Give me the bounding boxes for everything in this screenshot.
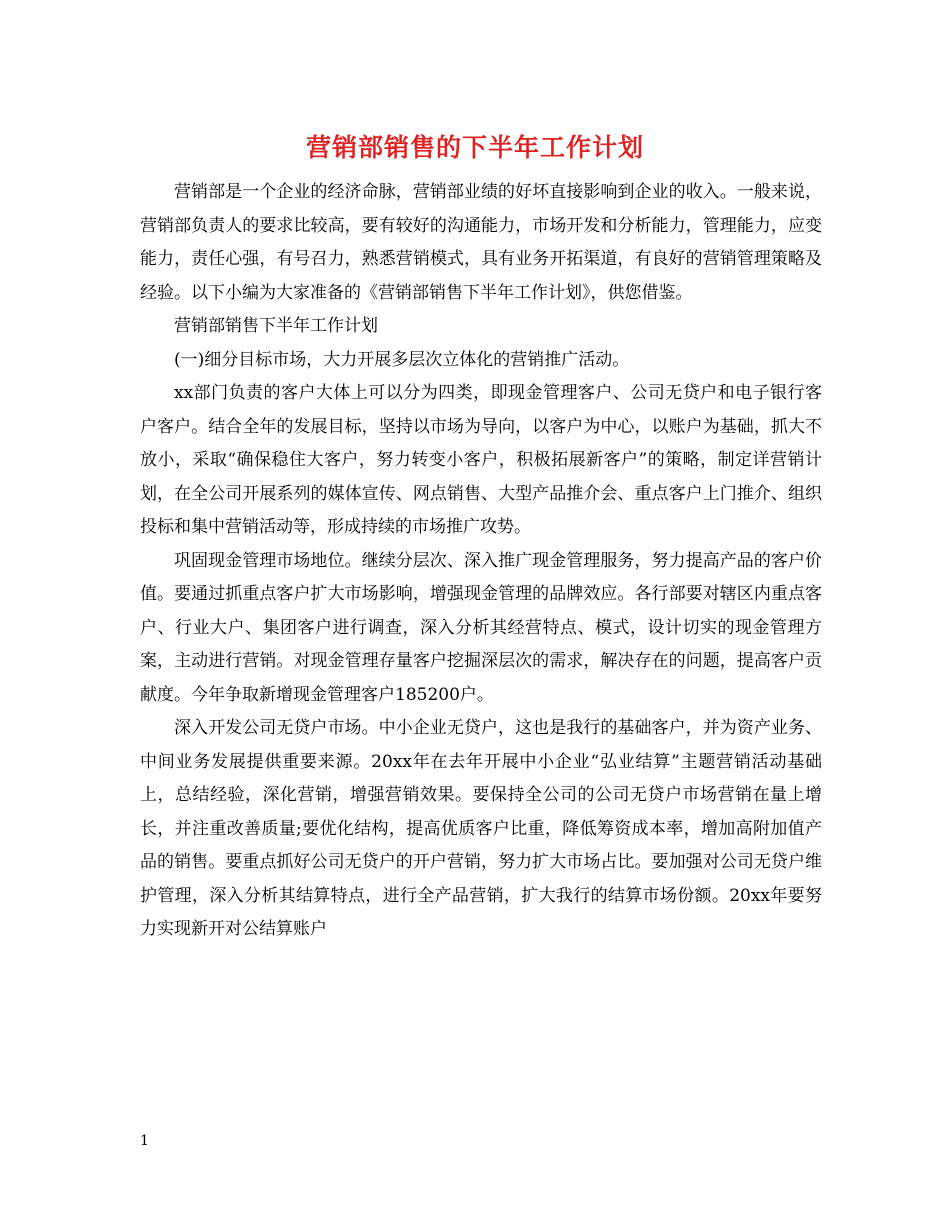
paragraph-no-loan-clients: 深入开发公司无贷户市场。中小企业无贷户，这也是我行的基础客户，并为资产业务、中间业务发展提供重要来源。20xx年在去年开展中小企业“弘业结算”主题营销活动基础上，总结经验，深化营销，增强营销效果。要保持全公司的公司无贷户市场营销在量上增长，并注重改善质量;要优化结构，提高优质客户比重，降低筹资成本率，增加高附加值产品的销售。要重点抓好公司无贷户的开户营销，努力扩大市场占比。要加强对公司无贷户维护管理，深入分析其结算特点，进行全产品营销，扩大我行的结算市场份额。20xx年要努力实现新开对公结算账户 <box>140 718 822 939</box>
paragraph-cash-management: 巩固现金管理市场地位。继续分层次、深入推广现金管理服务，努力提高产品的客户价值。要通过抓重点客户扩大市场影响，增强现金管理的品牌效应。各行部要对辖区内重点客户、行业大户、集团客户进行调查，深入分析其经营特点、模式，设计切实的现金管理方案，主动进行营销。对现金管理存量客户挖掘深层次的需求，解决存在的问题，提高客户贡献度。今年争取新增现金管理客户185200户。 <box>140 550 822 705</box>
paragraph-subtitle: 营销部销售下半年工作计划 <box>174 316 378 336</box>
document-title: 营销部销售的下半年工作计划 <box>305 133 644 162</box>
paragraph-customers: xx部门负责的客户大体上可以分为四类，即现金管理客户、公司无贷户和电子银行客户客户。结合全年的发展目标，坚持以市场为导向，以客户为中心，以账户为基础，抓大不放小，采取“确保稳住大客户，努力转变小客户，积极拓展新客户”的策略，制定详营销计划，在全公司开展系列的媒体宣传、网点销售、大型产品推介会、重点客户上门推介、组织投标和集中营销活动等，形成持续的市场推广攻势。 <box>140 383 822 537</box>
paragraph-section-heading: (一)细分目标市场，大力开展多层次立体化的营销推广活动。 <box>174 349 630 370</box>
paragraph-intro: 营销部是一个企业的经济命脉，营销部业绩的好坏直接影响到企业的收入。一般来说，营销部负责人的要求比较高，要有较好的沟通能力，市场开发和分析能力，管理能力，应变能力，责任心强，有号召力，熟悉营销模式，具有业务开拓渠道，有良好的营销管理策略及经验。以下小编为大家准备的《营销部销售下半年工作计划》，供您借鉴。 <box>140 182 822 303</box>
page-number: 1 <box>140 1133 149 1149</box>
document-body <box>140 176 822 947</box>
